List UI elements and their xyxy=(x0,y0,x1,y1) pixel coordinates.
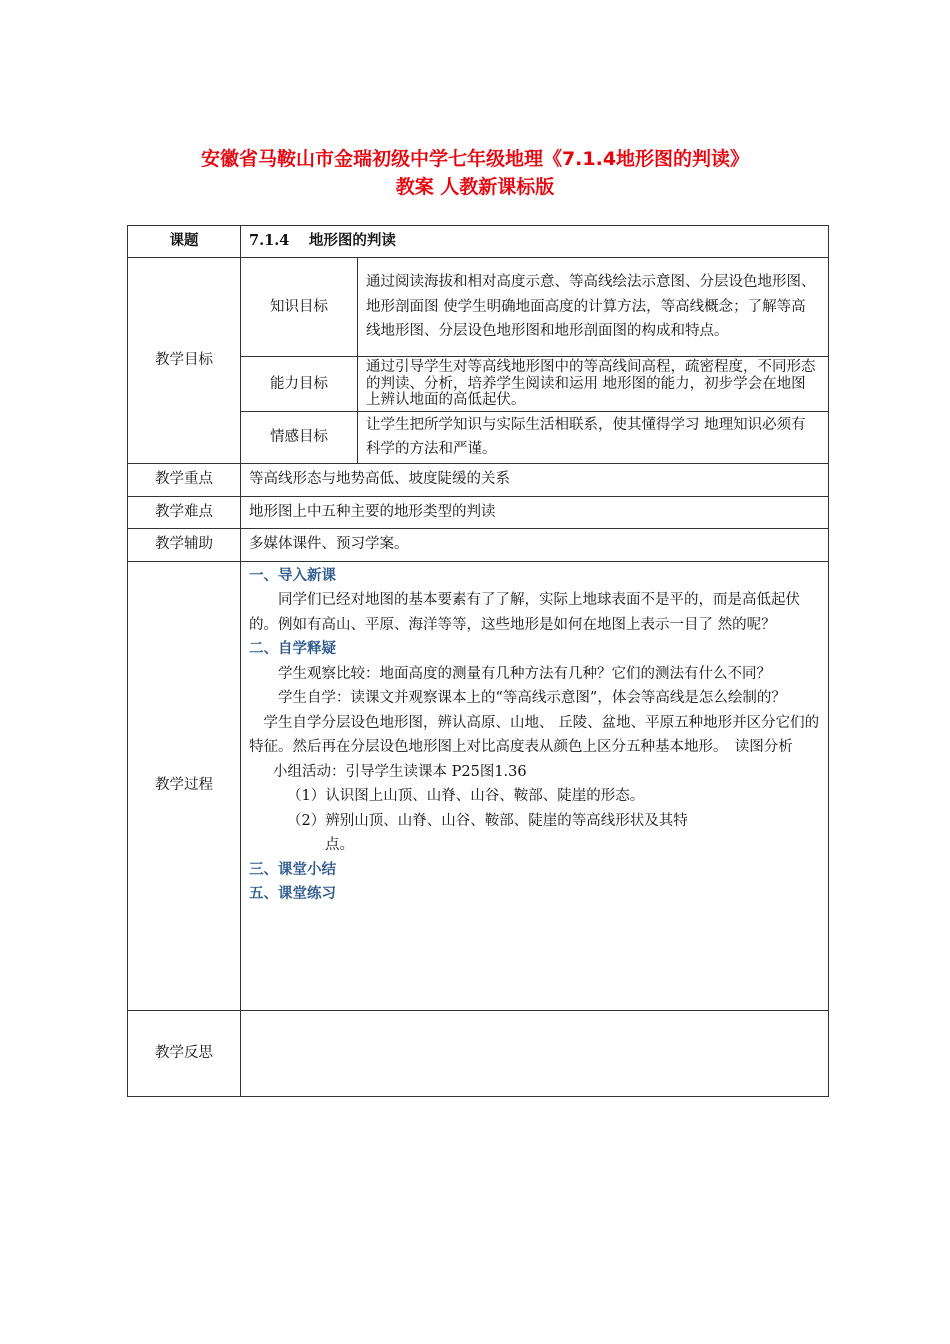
knowledge-goal-text: 通过阅读海拔和相对高度示意、等高线绘法示意图、分层设色地形图、地形剖面图 使学生明确地面高度的计算方法，等高线概念；了解等高线地形图、分层设色地形图和地形剖面图的构成和特点。 xyxy=(358,258,829,357)
reflection-label: 教学反思 xyxy=(128,1010,241,1096)
ability-goal-label: 能力目标 xyxy=(241,357,358,412)
row-key-point xyxy=(128,463,829,496)
row-aids xyxy=(128,528,829,561)
section-heading-summary: 三、课堂小结 xyxy=(249,861,336,878)
row-knowledge-goal xyxy=(128,258,829,357)
row-process xyxy=(128,561,829,1010)
key-point-label: 教学重点 xyxy=(128,463,241,496)
process-label: 教学过程 xyxy=(128,561,241,1010)
list-item-continuation: 点。 xyxy=(325,837,354,853)
aids-label: 教学辅助 xyxy=(128,528,241,561)
process-content xyxy=(241,561,829,1010)
topic-value: 7.1.4 地形图的判读 xyxy=(241,226,829,258)
row-difficulty xyxy=(128,496,829,528)
reflection-value xyxy=(241,1010,829,1096)
process-paragraph: 学生自学分层设色地形图，辨认高原、山地、 丘陵、盆地、平原五种地形并区分它们的特征。然后再在分层设色地形图上对比高度表从颜色上区分五种基本地形。 读图分析 xyxy=(249,714,820,755)
emotion-goal-text: 让学生把所学知识与实际生活相联系，使其懂得学习 地理知识必须有科学的方法和严谨。 xyxy=(358,411,829,463)
list-item: （2）辨别山顶、山脊、山谷、鞍部、陡崖的等高线形状及其特 xyxy=(287,812,688,829)
difficulty-value: 地形图上中五种主要的地形类型的判读 xyxy=(241,496,829,528)
knowledge-goal-label: 知识目标 xyxy=(241,258,358,357)
emotion-goal-label: 情感目标 xyxy=(241,411,358,463)
goals-label: 教学目标 xyxy=(128,258,241,464)
section-heading-intro: 一、导入新课 xyxy=(249,567,336,584)
row-topic xyxy=(128,226,829,258)
process-paragraph: 学生观察比较：地面高度的测量有几种方法有几种？它们的测法有什么不同？ xyxy=(278,665,771,682)
list-item: （1）认识图上山顶、山脊、山谷、鞍部、陡崖的形态。 xyxy=(287,788,645,804)
process-paragraph: 同学们已经对地图的基本要素有了了解，实际上地球表面不是平的，而是高低起伏的。例如有高山、平原、海洋等等，这些地形是如何在地图上表示一目了 然的呢？ xyxy=(249,592,800,633)
process-paragraph: 小组活动：引导学生读课本 P25图1.36 xyxy=(273,763,527,780)
ability-goal-text: 通过引导学生对等高线地形图中的等高线间高程，疏密程度，不同形态的判读、分析，培养学生阅读和运用 地形图的能力，初步学会在地图上辨认地面的高低起伏。 xyxy=(358,357,829,412)
lesson-plan-table xyxy=(127,225,829,1097)
topic-label: 课题 xyxy=(128,226,241,258)
row-reflection xyxy=(128,1010,829,1096)
key-point-value: 等高线形态与地势高低、坡度陡缓的关系 xyxy=(241,463,829,496)
title-line-1: 安徽省马鞍山市金瑞初级中学七年级地理《7.1.4地形图的判读》 xyxy=(200,148,750,170)
title-line-2: 教案 人教新课标版 xyxy=(395,176,555,198)
aids-value: 多媒体课件、预习学案。 xyxy=(241,528,829,561)
process-paragraph: 学生自学：读课文并观察课本上的“等高线示意图”，体会等高线是怎么绘制的？ xyxy=(278,690,786,706)
section-heading-practice: 五、课堂练习 xyxy=(249,886,336,902)
section-heading-self-study: 二、自学释疑 xyxy=(249,641,336,657)
document-title xyxy=(0,145,950,201)
difficulty-label: 教学难点 xyxy=(128,496,241,528)
